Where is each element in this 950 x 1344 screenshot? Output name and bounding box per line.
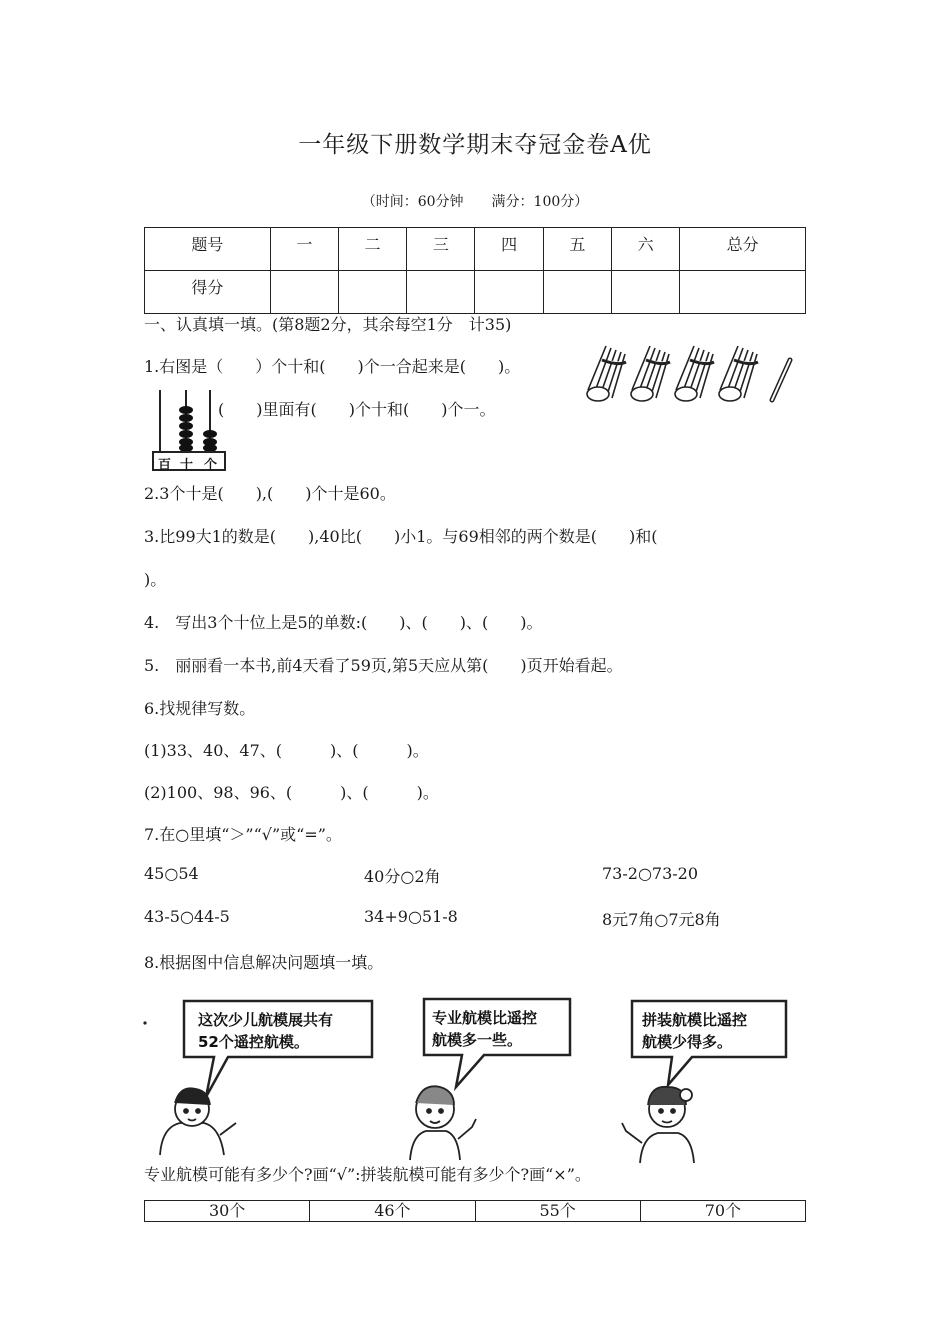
question-3-line-2: )。 [144,570,167,589]
question-7: 7.在○里填“＞”“√”或“=”。 [144,825,342,844]
comparison-item: 8元7角○7元8角 [602,910,721,929]
bundle-icon [587,346,626,401]
bundle-icon [719,346,758,401]
bubble-text: 这次少儿航模展共有 [198,1011,334,1029]
bubble-text: 拼装航模比遥控 [642,1011,748,1029]
abacus-label-tens: 十 [180,458,194,473]
abacus-label-hundreds: 百 [158,458,172,473]
score-cell[interactable] [338,271,406,314]
header-cell: 四 [475,228,543,271]
comparison-item: 34+9○51-8 [364,907,458,926]
score-cell[interactable] [407,271,475,314]
header-cell: 一 [270,228,338,271]
speech-bubble [184,1001,372,1097]
score-cell[interactable] [680,271,806,314]
speech-bubble [424,999,570,1087]
question-2: 2.3个十是( ),( )个十是60。 [144,484,396,503]
bubble-text: 专业航模比遥控 [432,1009,538,1027]
header-cell: 总分 [680,228,806,271]
score-cell[interactable] [611,271,679,314]
stick-bundles-illustration [578,342,810,404]
score-table-score-row [145,271,806,314]
score-cell[interactable] [270,271,338,314]
option-cell[interactable]: 70个 [640,1201,805,1222]
score-cell[interactable] [543,271,611,314]
question-6-2: (2)100、98、96、( )、( )。 [144,783,439,802]
boy-figure-icon [160,1088,236,1155]
bubble-text: 航模少得多。 [642,1033,733,1051]
row-label: 得分 [145,271,271,314]
question-4: 4. 写出3个十位上是5的单数:( )、( )、( )。 [144,613,543,632]
girl-figure-icon [622,1087,694,1163]
comparison-item: 43-5○44-5 [144,907,230,926]
option-cell[interactable]: 30个 [145,1201,310,1222]
score-table-header-row [145,228,806,271]
abacus-label-ones: 个 [204,458,218,473]
question-8-prompt: 专业航模可能有多少个?画“√”:拼装航模可能有多少个?画“×”。 [144,1165,591,1184]
question-3-line-1: 3.比99大1的数是( ),40比( )小1。与69相邻的两个数是( )和( [144,527,658,546]
exam-info: （时间：60分钟 满分：100分） [361,194,589,210]
header-cell: 二 [338,228,406,271]
comparison-item: 73-2○73-20 [602,864,699,883]
speech-bubble [632,1001,786,1085]
bubble-text: 52个遥控航模。 [198,1033,309,1051]
section-heading: 一、认真填一填。(第8题2分，其余每空1分 计35) [144,315,512,334]
option-cell[interactable]: 46个 [310,1201,475,1222]
question-8: 8.根据图中信息解决问题填一填。 [144,953,384,972]
abacus-bead-icon [179,406,193,452]
options-row [145,1201,806,1222]
question-6: 6.找规律写数。 [144,699,256,718]
question-5: 5. 丽丽看一本书,前4天看了59页,第5天应从第( )页开始看起。 [144,656,623,675]
bundle-icon [675,346,714,401]
header-cell: 六 [611,228,679,271]
header-cell: 三 [407,228,475,271]
bubble-text: 航模多一些。 [432,1031,523,1049]
answer-options-table [144,1200,806,1222]
score-cell[interactable] [475,271,543,314]
kids-speech-illustration [140,995,820,1165]
abacus-bead-icon [203,430,217,452]
comparison-item: 40分○2角 [364,867,441,886]
score-table [144,227,806,314]
question-6-1: (1)33、40、47、( )、( )。 [144,741,429,760]
header-cell: 五 [543,228,611,271]
single-stick-icon [772,360,790,400]
comparison-item: 45○54 [144,864,199,883]
question-1-line-1: 1.右图是（ ）个十和( )个一合起来是( )。 [144,357,521,376]
header-cell: 题号 [145,228,271,271]
boy-figure-icon [410,1086,476,1160]
page-title: 一年级下册数学期末夺冠金卷A优 [298,132,652,158]
question-1-line-2: ( )里面有( )个十和( )个一。 [218,400,496,419]
bundle-icon [631,346,670,401]
option-cell[interactable]: 55个 [475,1201,640,1222]
